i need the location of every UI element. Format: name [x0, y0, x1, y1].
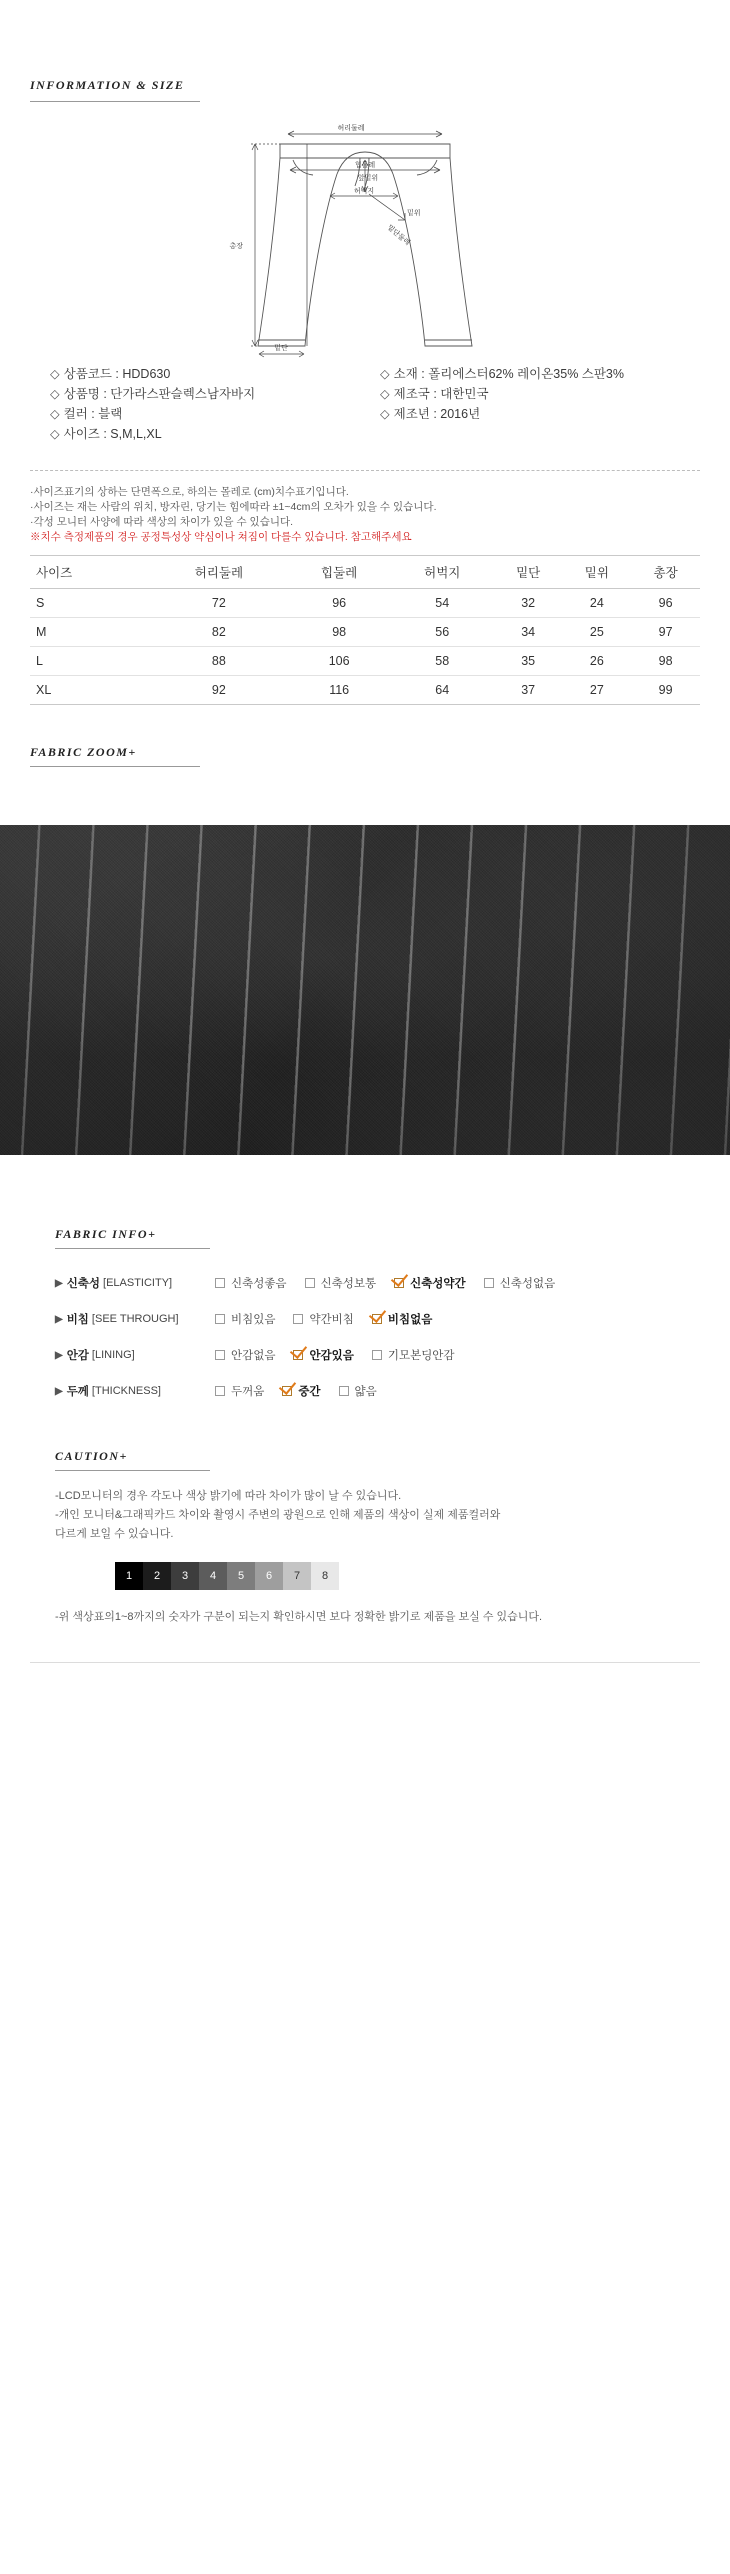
checkbox-checked-icon[interactable]	[293, 1350, 303, 1360]
swatch: 3	[171, 1562, 199, 1590]
checkbox-icon[interactable]	[484, 1278, 494, 1288]
table-cell: 99	[631, 676, 700, 705]
fabric-info-divider	[55, 1248, 210, 1249]
fabric-option-label: 기모본딩안감	[387, 1350, 455, 1362]
table-cell: 25	[563, 618, 632, 647]
table-cell: 26	[563, 647, 632, 676]
swatch: 6	[255, 1562, 283, 1590]
table-cell: 56	[391, 618, 494, 647]
fabric-info-row-lining	[55, 1347, 690, 1363]
product-meta-right	[370, 364, 700, 444]
meta-row: ◇ 제조년 : 2016년	[380, 407, 481, 421]
fabric-option[interactable]	[215, 1311, 275, 1327]
table-cell: M	[30, 618, 150, 647]
fabric-option-label: 비침없음	[387, 1314, 433, 1326]
caution-text	[55, 1487, 730, 1544]
fabric-option[interactable]	[372, 1347, 455, 1363]
table-header-cell: 힙둘레	[288, 556, 391, 589]
swatch: 4	[199, 1562, 227, 1590]
meta-value: 폴리에스터62% 레이온35% 스판3%	[428, 367, 625, 381]
table-header-cell: 총장	[631, 556, 700, 589]
meta-row: ◇ 상품명 : 단가라스판슬렉스남자바지	[50, 387, 256, 401]
fabric-option-label: 신축성없음	[499, 1278, 556, 1290]
checkbox-icon[interactable]	[339, 1386, 349, 1396]
table-cell: 82	[150, 618, 287, 647]
fabric-option-label: 중간	[298, 1386, 321, 1398]
table-header-cell: 밑단	[494, 556, 563, 589]
diagram-label-thigh: 허벅지	[353, 188, 375, 195]
meta-label: 사이즈	[63, 427, 100, 441]
meta-row: ◇ 상품코드 : HDD630	[50, 367, 171, 381]
caution-line: 다르게 보일 수 있습니다.	[55, 1528, 174, 1540]
table-header-row	[30, 556, 700, 589]
fabric-closeup-photo	[0, 825, 730, 1155]
section-title-fabric-info: FABRIC INFO+	[55, 1227, 157, 1241]
diagram-label-waist: 허리둘레	[337, 125, 365, 132]
fabric-info-section	[0, 1155, 730, 1723]
table-cell: XL	[30, 676, 150, 705]
information-and-size-section	[0, 0, 730, 807]
meta-row: ◇ 사이즈 : S,M,L,XL	[50, 427, 162, 441]
swatch: 8	[311, 1562, 339, 1590]
diagram-label-front-rise: 앞밑위	[357, 175, 379, 182]
fabric-info-rows	[0, 1275, 730, 1399]
fabric-option[interactable]	[215, 1275, 287, 1291]
fabric-option-label: 얇음	[354, 1386, 377, 1398]
fabric-info-label	[55, 1347, 215, 1363]
note-warning: ※치수 측정제품의 경우 공정특성상 약심이나 쳐짐이 다를수 있습니다. 참고해주세요	[30, 531, 412, 543]
caution-line: -개인 모니터&그래픽카드 차이와 촬영시 주변의 광원으로 인해 제품의 색상이 실제 제품컬러와	[55, 1509, 501, 1521]
fabric-option-label: 신축성좋음	[231, 1278, 287, 1290]
meta-row: ◇ 컬러 : 블랙	[50, 407, 123, 421]
fabric-option[interactable]	[215, 1347, 275, 1363]
meta-value: 2016년	[440, 407, 481, 421]
fabric-zoom-heading	[0, 705, 730, 767]
table-row	[30, 589, 700, 618]
diagram-label-hip: 힙둘레	[354, 162, 376, 169]
table-cell: 35	[494, 647, 563, 676]
note-line: ·사이즈는 재는 사람의 위치, 방자린, 당기는 힘에따라 ±1~4cm의 오차가 있을 수 있습니다.	[30, 501, 437, 513]
fabric-info-options	[215, 1347, 690, 1363]
fabric-info-options	[215, 1275, 690, 1291]
arrow-right-icon: ▶	[55, 1349, 63, 1361]
checkbox-icon[interactable]	[305, 1278, 315, 1288]
table-cell: 32	[494, 589, 563, 618]
meta-label: 상품명	[63, 387, 100, 401]
fabric-info-label	[55, 1275, 215, 1291]
table-row	[30, 676, 700, 705]
pants-measurement-diagram	[155, 108, 575, 358]
fabric-info-label-ko: 안감	[66, 1350, 89, 1362]
fabric-info-label-ko: 두께	[66, 1386, 89, 1398]
table-row	[30, 618, 700, 647]
fabric-info-label-en: [LINING]	[91, 1349, 135, 1361]
swatch: 2	[143, 1562, 171, 1590]
checkbox-checked-icon[interactable]	[394, 1278, 404, 1288]
table-cell: 24	[563, 589, 632, 618]
diagram-label-total-length: 총장	[229, 243, 243, 250]
table-cell: 72	[150, 589, 287, 618]
fabric-option[interactable]	[484, 1275, 556, 1291]
table-cell: L	[30, 647, 150, 676]
table-header-cell: 밑위	[563, 556, 632, 589]
fabric-info-label-en: [THICKNESS]	[91, 1385, 161, 1397]
table-cell: 98	[288, 618, 391, 647]
meta-value: S,M,L,XL	[110, 427, 162, 441]
table-cell: 97	[631, 618, 700, 647]
table-cell: 34	[494, 618, 563, 647]
table-cell: S	[30, 589, 150, 618]
bottom-divider	[30, 1662, 700, 1663]
table-cell: 88	[150, 647, 287, 676]
title-divider	[30, 101, 200, 102]
arrow-right-icon: ▶	[55, 1313, 63, 1325]
fabric-option-label: 신축성약간	[410, 1278, 466, 1290]
caution-block	[0, 1447, 730, 1626]
meta-value: 대한민국	[440, 387, 489, 401]
table-cell: 54	[391, 589, 494, 618]
swatch: 7	[283, 1562, 311, 1590]
fabric-info-options	[215, 1383, 690, 1399]
fabric-option-selected[interactable]	[372, 1311, 432, 1327]
table-cell: 116	[288, 676, 391, 705]
arrow-right-icon: ▶	[55, 1277, 63, 1289]
meta-label: 제조년	[393, 407, 430, 421]
fabric-info-row-thickness	[55, 1383, 690, 1399]
fabric-info-row-elasticity	[55, 1275, 690, 1291]
table-cell: 27	[563, 676, 632, 705]
fabric-option[interactable]	[215, 1383, 264, 1399]
diagram-label-inseam: 밑단둘레	[385, 224, 411, 247]
diagram-label-hem: 밑단	[274, 345, 288, 352]
fabric-option-label: 두꺼움	[231, 1386, 265, 1398]
fabric-zoom-divider	[30, 766, 200, 767]
diagram-label-crotch: 밑위	[407, 210, 421, 217]
meta-row: ◇ 제조국 : 대한민국	[380, 387, 489, 401]
table-cell: 58	[391, 647, 494, 676]
table-cell: 96	[288, 589, 391, 618]
meta-value: 단가라스판슬렉스남자바지	[110, 387, 256, 401]
fabric-option-label: 안감있음	[309, 1350, 354, 1362]
fabric-option-label: 비침있음	[231, 1314, 276, 1326]
product-meta-left	[50, 364, 370, 444]
fabric-info-label	[55, 1383, 215, 1399]
fabric-option-selected[interactable]	[282, 1383, 320, 1399]
checkbox-checked-icon[interactable]	[372, 1314, 382, 1324]
fabric-option-label: 신축성보통	[320, 1278, 377, 1290]
table-cell: 92	[150, 676, 287, 705]
meta-label: 컬러	[63, 407, 88, 421]
size-table	[30, 555, 700, 705]
section-title-caution: CAUTION+	[55, 1449, 128, 1463]
meta-label: 제조국	[393, 387, 430, 401]
fabric-option-label: 약간비침	[309, 1314, 354, 1326]
caution-footer: -위 색상표의1~8까지의 숫자가 구분이 되는지 확인하시면 보다 정확한 밝기로 제품을 보실 수 있습니다.	[55, 1611, 543, 1623]
meta-value: 블랙	[98, 407, 123, 421]
note-line: ·사이즈표기의 상하는 단면폭으로, 하의는 몰레로 (cm)치수표기입니다.	[30, 486, 349, 498]
checkbox-icon[interactable]	[215, 1314, 225, 1324]
fabric-option[interactable]	[305, 1275, 377, 1291]
caution-divider	[55, 1470, 210, 1471]
note-line: ·각성 모니터 사양에 따라 색상의 차이가 있을 수 있습니다.	[30, 516, 294, 528]
checkbox-checked-icon[interactable]	[282, 1386, 292, 1396]
checkbox-icon[interactable]	[215, 1278, 225, 1288]
table-cell: 37	[494, 676, 563, 705]
checkbox-icon[interactable]	[293, 1314, 303, 1324]
checkbox-icon[interactable]	[372, 1350, 382, 1360]
fabric-option-label: 안감없음	[231, 1350, 276, 1362]
dashed-divider	[30, 470, 700, 471]
checkbox-icon[interactable]	[215, 1350, 225, 1360]
fabric-info-label	[55, 1311, 215, 1327]
fabric-vignette	[0, 825, 730, 1155]
meta-label: 소재	[393, 367, 418, 381]
fabric-info-label-en: [SEE THROUGH]	[91, 1313, 179, 1325]
size-diagram	[0, 108, 730, 358]
meta-row: ◇ 소재 : 폴리에스터62% 레이온35% 스판3%	[380, 367, 625, 381]
fabric-info-label-ko: 비침	[66, 1314, 89, 1326]
caution-line: -LCD모니터의 경우 각도나 색상 밝기에 따라 차이가 많이 날 수 있습니다.	[55, 1490, 402, 1502]
meta-value: HDD630	[122, 367, 171, 381]
section-title-fabric-zoom: FABRIC ZOOM+	[30, 745, 137, 759]
table-cell: 106	[288, 647, 391, 676]
fabric-option-selected[interactable]	[293, 1347, 353, 1363]
fabric-info-label-ko: 신축성	[66, 1278, 101, 1290]
table-header-cell: 사이즈	[30, 556, 150, 589]
fabric-option[interactable]	[293, 1311, 353, 1327]
fabric-info-heading	[0, 1225, 730, 1249]
arrow-right-icon: ▶	[55, 1385, 63, 1397]
table-cell: 98	[631, 647, 700, 676]
swatch: 1	[115, 1562, 143, 1590]
fabric-info-label-en: [ELASTICITY]	[103, 1277, 173, 1289]
table-row	[30, 647, 700, 676]
fabric-option-selected[interactable]	[394, 1275, 466, 1291]
table-header-cell: 허리둘레	[150, 556, 287, 589]
section-title-information-size: INFORMATION & SIZE	[30, 78, 185, 92]
fabric-option[interactable]	[339, 1383, 377, 1399]
fabric-info-options	[215, 1311, 690, 1327]
size-notes	[0, 485, 730, 545]
table-cell: 64	[391, 676, 494, 705]
table-cell: 96	[631, 589, 700, 618]
checkbox-icon[interactable]	[215, 1386, 225, 1396]
product-meta	[0, 364, 730, 444]
swatch: 5	[227, 1562, 255, 1590]
fabric-info-row-see-through	[55, 1311, 690, 1327]
grayscale-swatch-row	[115, 1562, 730, 1590]
table-header-cell: 허벅지	[391, 556, 494, 589]
meta-label: 상품코드	[63, 367, 112, 381]
